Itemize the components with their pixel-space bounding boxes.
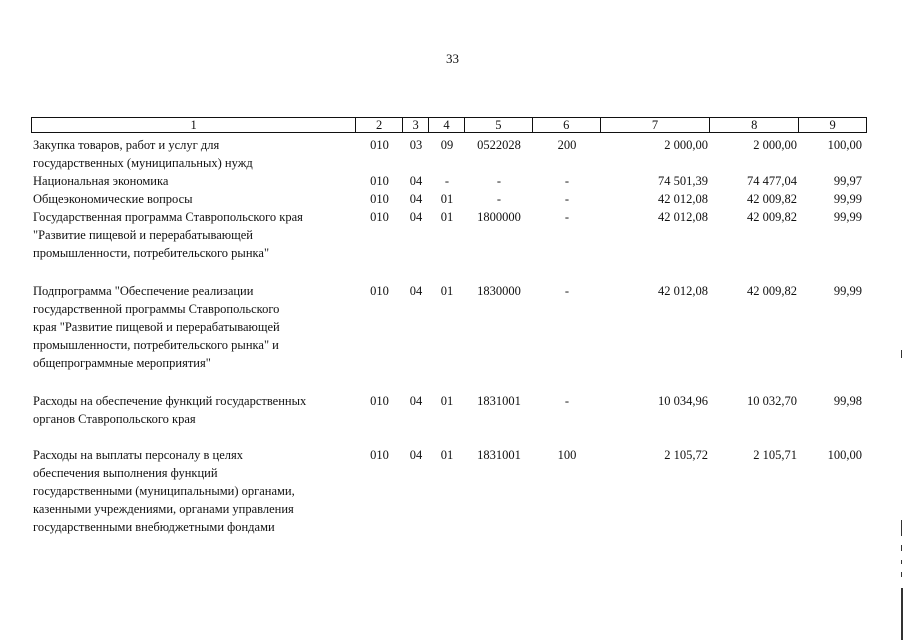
- description-line: обеспечения выполнения функций: [33, 466, 218, 480]
- description-line: государственной программы Ставропольского: [33, 302, 280, 316]
- row-description: [31, 446, 356, 536]
- cell-col-5: 1831001: [477, 394, 521, 408]
- description-line: Общеэкономические вопросы: [33, 192, 193, 206]
- cell-col-3: 04: [409, 174, 423, 188]
- cell-col-6: -: [564, 394, 570, 408]
- cell-col-8: 42 009,82: [747, 210, 797, 224]
- scan-artifact: [901, 350, 902, 358]
- description-line: государственными (муниципальными) органами,: [33, 484, 295, 498]
- description-line: органов Ставропольского края: [33, 412, 196, 426]
- table-row: [31, 190, 867, 208]
- cell-col-3: 04: [409, 192, 423, 206]
- description-line: промышленности, потребительского рынка": [33, 246, 270, 260]
- cell-col-6: -: [564, 192, 570, 206]
- table-row: [31, 208, 867, 262]
- cell-col-4: 01: [440, 448, 454, 462]
- cell-col-2: 010: [370, 192, 389, 206]
- cell-col-3: 04: [409, 394, 423, 408]
- cell-col-2: 010: [370, 138, 389, 152]
- scan-artifact: [901, 572, 902, 577]
- table-header: [31, 117, 867, 133]
- cell-col-2: 010: [370, 284, 389, 298]
- cell-col-7: 10 034,96: [658, 394, 708, 408]
- cell-col-6: -: [564, 174, 570, 188]
- cell-col-7: 42 012,08: [658, 210, 708, 224]
- cell-col-9: 99,97: [833, 174, 862, 188]
- cell-col-4: 01: [440, 210, 454, 224]
- description-line: Подпрограмма "Обеспечение реализации: [33, 284, 254, 298]
- cell-col-9: 100,00: [827, 138, 862, 152]
- cell-col-4: 09: [440, 138, 454, 152]
- table-row: [31, 392, 867, 428]
- row-description: [31, 136, 356, 172]
- cell-col-5: -: [496, 192, 502, 206]
- description-line: общепрограммные мероприятия": [33, 356, 211, 370]
- cell-col-7: 2 105,72: [664, 448, 708, 462]
- description-line: государственными внебюджетными фондами: [33, 520, 275, 534]
- cell-col-9: 99,98: [833, 394, 862, 408]
- table-row: [31, 136, 867, 172]
- cell-col-8: 42 009,82: [747, 284, 797, 298]
- cell-col-2: 010: [370, 394, 389, 408]
- description-line: Расходы на обеспечение функций государственных: [33, 394, 307, 408]
- description-line: промышленности, потребительского рынка" и: [33, 338, 279, 352]
- column-header-3: 3: [403, 118, 429, 132]
- cell-col-3: 04: [409, 284, 423, 298]
- column-header-8: 8: [710, 118, 799, 132]
- cell-col-7: 2 000,00: [664, 138, 708, 152]
- cell-col-4: 01: [440, 394, 454, 408]
- cell-col-4: 01: [440, 192, 454, 206]
- table-row: [31, 282, 867, 372]
- cell-col-5: 0522028: [477, 138, 521, 152]
- table-row: [31, 446, 867, 536]
- scan-artifact: [901, 560, 902, 564]
- cell-col-7: 74 501,39: [658, 174, 708, 188]
- description-line: государственных (муниципальных) нужд: [33, 156, 253, 170]
- cell-col-6: 200: [557, 138, 577, 152]
- column-header-4: 4: [429, 118, 465, 132]
- scan-artifact: [901, 588, 903, 640]
- column-header-9: 9: [829, 118, 836, 132]
- column-header-7: 7: [601, 118, 711, 132]
- cell-col-3: 03: [409, 138, 423, 152]
- description-line: Закупка товаров, работ и услуг для: [33, 138, 220, 152]
- row-description: [31, 282, 356, 372]
- column-header-6: 6: [533, 118, 601, 132]
- cell-col-2: 010: [370, 174, 389, 188]
- column-header-5: 5: [465, 118, 533, 132]
- scan-artifact: [901, 520, 902, 536]
- column-header-1: 1: [32, 118, 356, 132]
- row-description: [31, 172, 356, 190]
- description-line: казенными учреждениями, органами управления: [33, 502, 294, 516]
- description-line: Расходы на выплаты персоналу в целях: [33, 448, 243, 462]
- cell-col-8: 2 105,71: [753, 448, 797, 462]
- description-line: Национальная экономика: [33, 174, 169, 188]
- cell-col-8: 74 477,04: [747, 174, 797, 188]
- cell-col-8: 42 009,82: [747, 192, 797, 206]
- column-header-2: 2: [356, 118, 403, 132]
- cell-col-9: 100,00: [827, 448, 862, 462]
- scan-artifact: [901, 545, 902, 551]
- cell-col-9: 99,99: [833, 192, 862, 206]
- description-line: Государственная программа Ставропольского края: [33, 210, 303, 224]
- cell-col-6: 100: [557, 448, 577, 462]
- cell-col-2: 010: [370, 210, 389, 224]
- cell-col-5: 1831001: [477, 448, 521, 462]
- cell-col-5: 1830000: [477, 284, 521, 298]
- cell-col-7: 42 012,08: [658, 284, 708, 298]
- cell-col-8: 2 000,00: [753, 138, 797, 152]
- cell-col-2: 010: [370, 448, 389, 462]
- cell-col-6: -: [564, 210, 570, 224]
- cell-col-3: 04: [409, 448, 423, 462]
- table-row: [31, 172, 867, 190]
- cell-col-3: 04: [409, 210, 423, 224]
- cell-col-5: 1800000: [477, 210, 521, 224]
- cell-col-4: 01: [440, 284, 454, 298]
- cell-col-5: -: [496, 174, 502, 188]
- cell-col-9: 99,99: [833, 284, 862, 298]
- row-description: [31, 392, 356, 428]
- description-line: края "Развитие пищевой и перерабатывающей: [33, 320, 280, 334]
- cell-col-6: -: [564, 284, 570, 298]
- cell-col-7: 42 012,08: [658, 192, 708, 206]
- row-description: [31, 190, 356, 208]
- cell-col-9: 99,99: [833, 210, 862, 224]
- page-number: 33: [446, 51, 459, 66]
- cell-col-8: 10 032,70: [747, 394, 797, 408]
- cell-col-4: -: [444, 174, 450, 188]
- row-description: [31, 208, 356, 262]
- description-line: "Развитие пищевой и перерабатывающей: [33, 228, 253, 242]
